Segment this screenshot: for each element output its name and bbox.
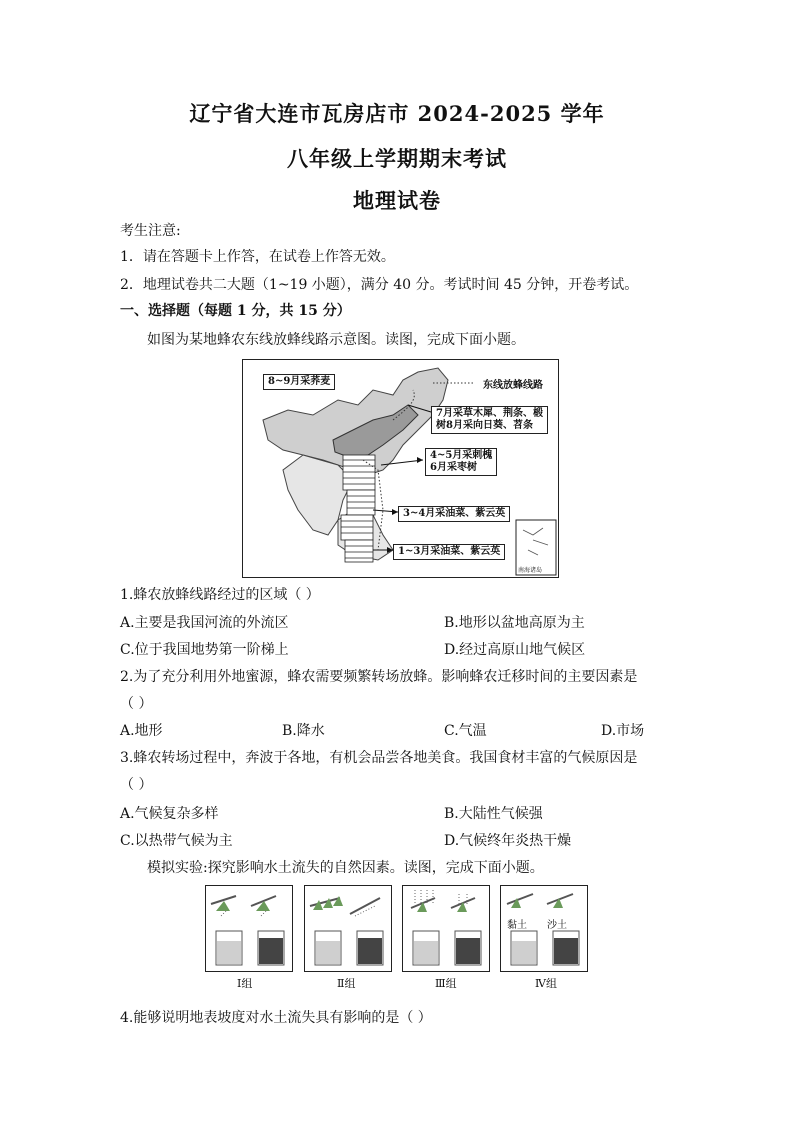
label-buckwheat: 8~9月采荞麦	[263, 374, 335, 390]
label-locust: 4~5月采刺槐 6月采枣树	[425, 448, 497, 476]
notice-item-2: 2．地理试卷共二大题（1~19 小题），满分 40 分。考试时间 45 分钟，开卷考试。	[120, 277, 639, 293]
sand-label: 沙土	[547, 920, 567, 931]
notice-heading: 考生注意:	[120, 223, 181, 239]
clay-label: 黏土	[507, 920, 527, 931]
q1-option-b[interactable]: B.地形以盆地高原为主	[444, 615, 585, 631]
group-label-4: Ⅳ组	[535, 977, 557, 990]
panel-3-graphic	[403, 886, 489, 971]
group-label-1: Ⅰ组	[237, 977, 253, 990]
panel-2-graphic	[305, 886, 391, 971]
group-label-3: Ⅲ组	[435, 977, 457, 990]
q1-stem: 1.蜂农放蜂线路经过的区域（ ）	[120, 587, 320, 603]
notice-item-1: 1．请在答题卡上作答，在试卷上作答无效。	[120, 249, 395, 265]
q2-option-d[interactable]: D.市场	[601, 723, 645, 739]
q2-option-b[interactable]: B.降水	[282, 723, 325, 739]
section-heading: 一、选择题（每题 1 分，共 15 分）	[120, 303, 351, 319]
q3-option-b[interactable]: B.大陆性气候强	[444, 806, 543, 822]
q2-paren: （ ）	[120, 696, 153, 712]
arrow-head-3	[417, 457, 423, 463]
q4-stem: 4.能够说明地表坡度对水土流失具有影响的是（ ）	[120, 1010, 432, 1026]
q3-option-d[interactable]: D.气候终年炎热干燥	[444, 833, 572, 849]
experiment-panel-3	[402, 885, 490, 972]
experiment-intro: 模拟实验:探究影响水土流失的自然因素。读图，完成下面小题。	[147, 860, 544, 876]
q1-option-a[interactable]: A.主要是我国河流的外流区	[120, 615, 289, 631]
q1-option-d[interactable]: D.经过高原山地气候区	[444, 642, 586, 658]
inset-label: 南海诸岛	[518, 567, 543, 574]
q3-paren: （ ）	[120, 777, 153, 793]
exam-title-line1: 辽宁省大连市瓦房店市 2024-2025 学年	[189, 101, 605, 126]
legend-text: 东线放蜂线路	[483, 380, 543, 391]
q3-option-a[interactable]: A.气候复杂多样	[120, 806, 219, 822]
exam-title-line3: 地理试卷	[353, 188, 441, 213]
route-band-east	[341, 455, 375, 562]
section-intro: 如图为某地蜂农东线放蜂线路示意图。读图，完成下面小题。	[147, 332, 525, 348]
q2-option-a[interactable]: A.地形	[120, 723, 163, 739]
label-rapeseed-1: 3~4月采油菜、紫云英	[398, 506, 510, 522]
q1-option-c[interactable]: C.位于我国地势第一阶梯上	[120, 642, 289, 658]
q2-option-c[interactable]: C.气温	[444, 723, 487, 739]
experiment-panel-1	[205, 885, 293, 972]
panel-1-graphic	[206, 886, 292, 971]
group-label-2: Ⅱ组	[337, 977, 356, 990]
experiment-panel-4	[500, 885, 588, 972]
exam-title-line2: 八年级上学期期末考试	[287, 146, 507, 171]
q2-stem: 2.为了充分利用外地蜜源，蜂农需要频繁转场放蜂。影响蜂农迁移时间的主要因素是	[120, 669, 638, 685]
experiment-panel-2	[304, 885, 392, 972]
q3-stem: 3.蜂农转场过程中，奔波于各地，有机会品尝各地美食。我国食材丰富的气候原因是	[120, 750, 638, 766]
label-rapeseed-2: 1~3月采油菜、紫云英	[393, 544, 505, 560]
label-north-blossoms: 7月采草木犀、荆条、椴 树8月采向日葵、苕条	[431, 406, 548, 434]
bee-route-map	[242, 359, 559, 578]
q3-option-c[interactable]: C.以热带气候为主	[120, 833, 233, 849]
